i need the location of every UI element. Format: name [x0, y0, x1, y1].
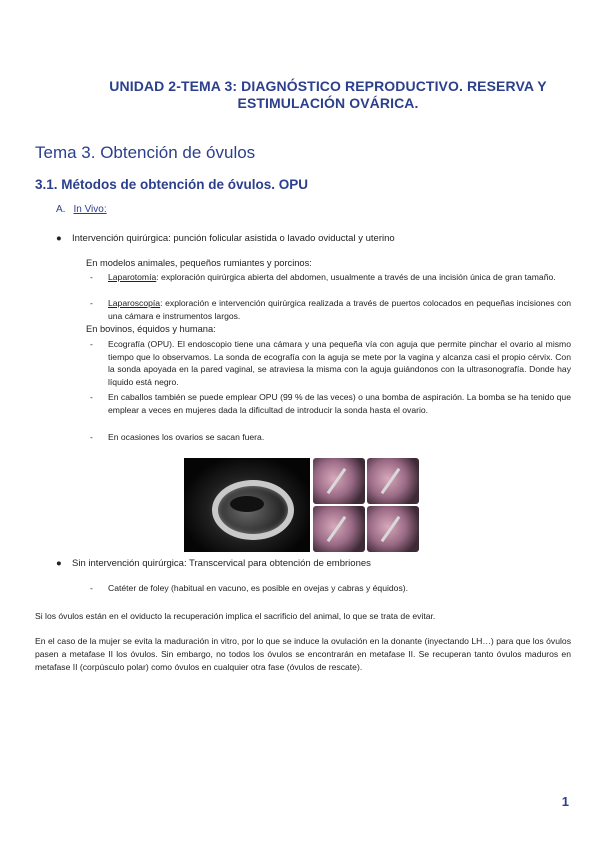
item-text: Catéter de foley (habitual en vacuno, es posible en ovejas y cabras y équidos). [108, 583, 409, 593]
page-number: 1 [561, 794, 569, 809]
group1-heading: En modelos animales, pequeños rumiantes y porcinos: [86, 258, 312, 268]
section-a [56, 204, 107, 215]
item-text: Ecografía (OPU). El endoscopio tiene una cámara y una pequeña vía con aguja que permite pinchar el ovario al mismo tiempo que lo observamos. La sonda de ecografía con la aguja se mete por la vagina y alcanza casi el propio cérvix. Con la sonda apoyada en la pared vaginal, se atraviesa la misma con la aguja guiándonos con la ultrasonografía. Donde hay líquido está negro. [108, 339, 571, 387]
list-item [90, 582, 571, 595]
endoscopy-image [367, 506, 419, 552]
tema-title: Tema 3. Obtención de óvulos [35, 143, 256, 162]
list-item [90, 391, 571, 416]
section-a-label: In Vivo: [73, 204, 107, 215]
dash: - [90, 272, 93, 282]
dash: - [90, 583, 93, 593]
endoscopy-image [367, 458, 419, 504]
unit-title: UNIDAD 2-TEMA 3: DIAGNÓSTICO REPRODUCTIVO. RESERVA Y ESTIMULACIÓN OVÁRICA. [109, 78, 547, 111]
dash: - [90, 392, 93, 402]
paragraph-woman: En el caso de la mujer se evita la maduración in vitro, por lo que se induce la ovulación en la donante (inyectando LH…) para que los óvulos pasen a metafase II los óvulos. Sin embargo, no todos los óvulos se encontrarán en metafase II. Se recuperan tanto óvulos maduros en metafase II (corpúsculo polar) como óvulos en cualquier otra fase (óvulos de rescate). [35, 636, 571, 672]
item-text: En caballos también se puede emplear OPU (99 % de las veces) o una bomba de aspiración. La bomba se ha tenido que emplear a veces en mujeres dada la dificultad de introducir la sonda hasta el ovario. [108, 392, 571, 415]
bullet-text: Sin intervención quirúrgica: Transcervical para obtención de embriones [72, 558, 371, 569]
endoscopy-image [313, 506, 365, 552]
bullet-surgical [56, 233, 552, 244]
section-title: 3.1. Métodos de obtención de óvulos. OPU [35, 177, 309, 192]
item-text: : exploración quirúrgica abierta del abdomen, usualmente a través de una incisión única de gran tamaño. [156, 272, 556, 282]
bullet-text: Intervención quirúrgica: punción folicular asistida o lavado oviductal y uterino [72, 233, 395, 244]
ultrasound-image [184, 458, 310, 552]
list-item [90, 271, 571, 284]
endoscopy-images [313, 458, 419, 552]
term-laparotomia: Laparotomía [108, 272, 157, 282]
list-item [90, 338, 571, 388]
dash: - [90, 432, 93, 442]
bullet-dot: ● [56, 233, 62, 244]
item-text: En ocasiones los ovarios se sacan fuera. [108, 432, 265, 442]
bullet-nonsurgical [56, 558, 552, 569]
list-item [90, 431, 571, 444]
dash: - [90, 339, 93, 349]
item-text: : exploración e intervención quirúrgica realizada a través de puertos colocados en pequeñas incisiones con una cámara e instrumentos largos. [108, 298, 571, 321]
dash: - [90, 298, 93, 308]
figure-opu-images [184, 458, 422, 552]
section-a-letter: A. [56, 204, 66, 215]
bullet-dot: ● [56, 558, 62, 569]
list-item [90, 297, 571, 322]
endoscopy-image [313, 458, 365, 504]
group2-heading: En bovinos, équidos y humana: [86, 324, 216, 334]
paragraph-oviduct: Si los óvulos están en el oviducto la recuperación implica el sacrificio del animal, lo que se trata de evitar. [35, 611, 436, 621]
term-laparoscopia: Laparoscopía [108, 298, 161, 308]
